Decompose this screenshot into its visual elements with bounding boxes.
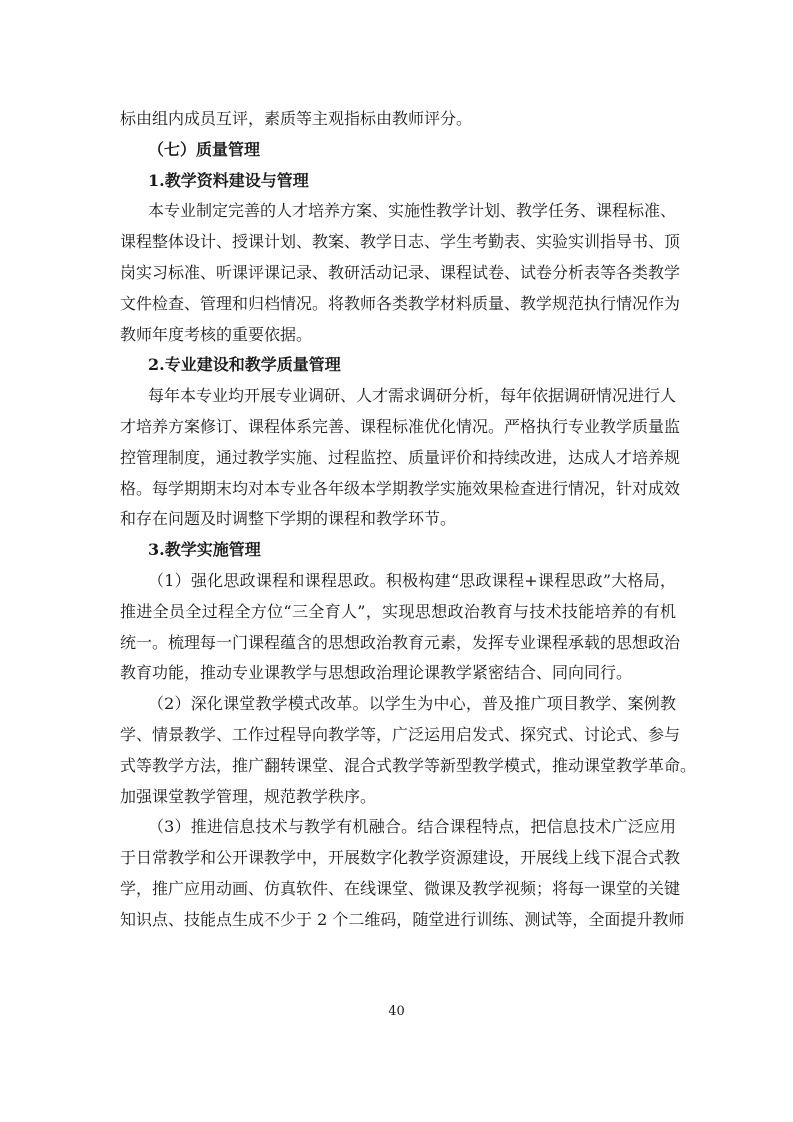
paragraph-line: 学，推广应用动画、仿真软件、在线课堂、微课及教学视频；将每一课堂的关键 bbox=[120, 878, 681, 898]
paragraph-line: 教育功能，推动专业课教学与思想政治理论课教学紧密结合、同向同行。 bbox=[120, 663, 633, 683]
paragraph-line: 推进全员全过程全方位“三全育人”，实现思想政治教育与技术技能培养的有机 bbox=[120, 601, 676, 621]
paragraph-line: 于日常教学和公开课教学中，开展数字化教学资源建设，开展线上线下混合式教 bbox=[120, 848, 681, 868]
paragraph-line: 课程整体设计、授课计划、教案、教学日志、学生考勤表、实验实训指导书、顶 bbox=[120, 232, 681, 252]
paragraph-line: （1）强化思政课程和课程思政。积极构建“思政课程+课程思政”大格局， bbox=[148, 570, 676, 590]
paragraph-line: 和存在问题及时调整下学期的课程和教学环节。 bbox=[120, 509, 457, 529]
body-text bbox=[120, 104, 697, 936]
subsection-heading: 1.教学资料建设与管理 bbox=[148, 170, 309, 190]
paragraph-line: 学、情景教学、工作过程导向教学等，广泛运用启发式、探究式、讨论式、参与 bbox=[120, 724, 681, 744]
page-number: 40 bbox=[388, 1004, 405, 1019]
paragraph-line: 岗实习标准、听课评课记录、教研活动记录、课程试卷、试卷分析表等各类教学 bbox=[120, 262, 681, 282]
paragraph-line: 教师年度考核的重要依据。 bbox=[120, 324, 313, 344]
paragraph-line: 本专业制定完善的人才培养方案、实施性教学计划、教学任务、课程标准、 bbox=[148, 201, 677, 221]
paragraph-line: （2）深化课堂教学模式改革。以学生为中心，普及推广项目教学、案例教 bbox=[148, 694, 676, 714]
paragraph-line: 控管理制度，通过教学实施、过程监控、质量评价和持续改进，达成人才培养规 bbox=[120, 447, 681, 467]
section-heading: （七）质量管理 bbox=[148, 139, 261, 159]
paragraph-line: 统一。梳理每一门课程蕴含的思想政治教育元素，发挥专业课程承载的思想政治 bbox=[120, 632, 681, 652]
paragraph-line: 才培养方案修订、课程体系完善、课程标准优化情况。严格执行专业教学质量监 bbox=[120, 416, 681, 436]
paragraph-line: 标由组内成员互评，素质等主观指标由教师评分。 bbox=[120, 109, 473, 128]
paragraph-line: （3）推进信息技术与教学有机融合。结合课程特点，把信息技术广泛应用 bbox=[148, 817, 676, 837]
subsection-heading: 3.教学实施管理 bbox=[148, 540, 261, 560]
subsection-heading: 2.专业建设和教学质量管理 bbox=[148, 355, 341, 375]
paragraph-line: 式等教学方法，推广翻转课堂、混合式教学等新型教学模式，推动课堂教学革命。 bbox=[120, 755, 697, 775]
paragraph-line: 每年本专业均开展专业调研、人才需求调研分析，每年依据调研情况进行人 bbox=[148, 386, 677, 406]
paragraph-line: 文件检查、管理和归档情况。将教师各类教学材料质量、教学规范执行情况作为 bbox=[120, 293, 681, 313]
paragraph-line: 知识点、技能点生成不少于 2 个二维码，随堂进行训练、测试等，全面提升教师 bbox=[120, 909, 685, 929]
paragraph-line: 格。每学期期末均对本专业各年级本学期教学实施效果检查进行情况，针对成效 bbox=[120, 478, 681, 498]
paragraph-line: 加强课堂教学管理，规范教学秩序。 bbox=[120, 786, 377, 806]
